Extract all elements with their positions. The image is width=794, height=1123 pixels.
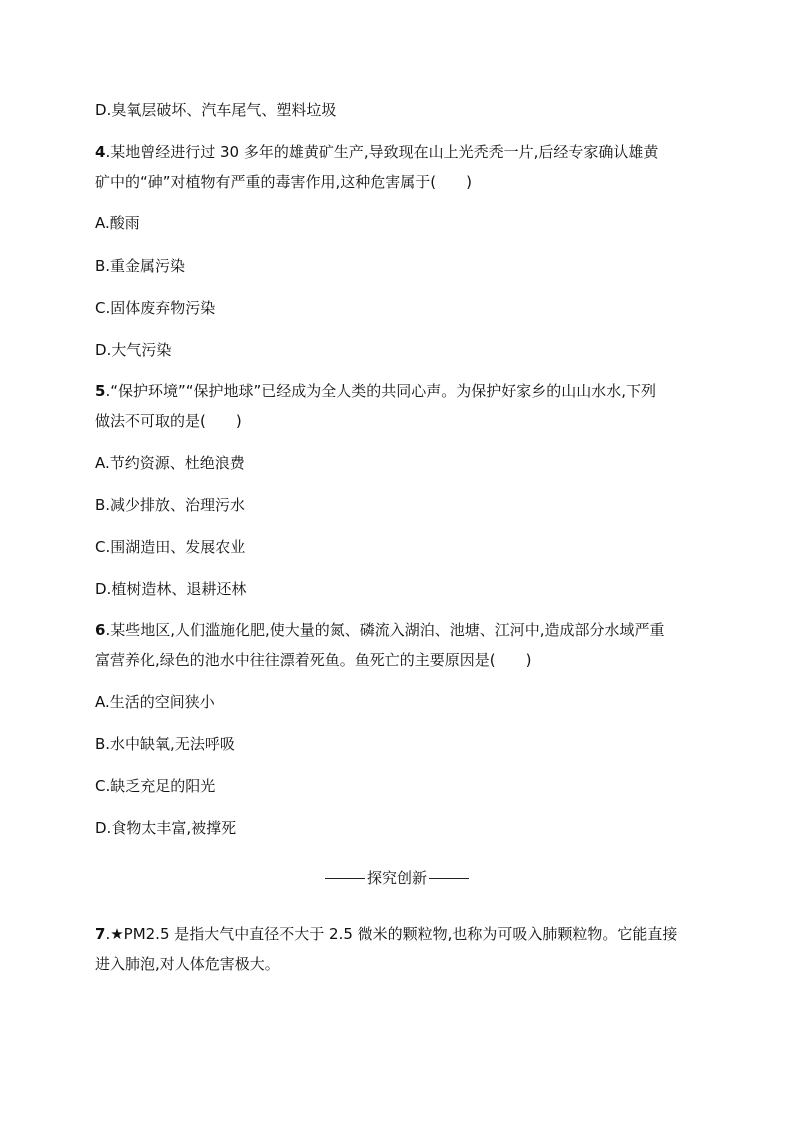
question-4-option-a: A.酸雨 xyxy=(95,214,140,232)
question-4-text-1: .某地曾经进行过 30 多年的雄黄矿生产,导致现在山上光秃秃一片,后经专家确认雄黄 xyxy=(105,143,659,161)
question-7-number: 7 xyxy=(95,925,106,943)
question-6-text-1: .某些地区,人们滥施化肥,使大量的氮、磷流入湖泊、池塘、江河中,造成部分水域严重 xyxy=(105,621,665,639)
question-5-option-a: A.节约资源、杜绝浪费 xyxy=(95,454,245,472)
section-heading xyxy=(0,868,794,888)
question-4-stem-line-1 xyxy=(95,142,658,162)
question-6-number: 6 xyxy=(95,621,106,639)
question-5-stem-line-2: 做法不可取的是( ) xyxy=(95,412,242,430)
section-rule-right xyxy=(429,878,469,879)
question-6-option-c: C.缺乏充足的阳光 xyxy=(95,777,216,795)
section-rule-left xyxy=(325,878,365,879)
question-4-option-b: B.重金属污染 xyxy=(95,257,186,275)
question-4-option-c: C.固体废弃物污染 xyxy=(95,299,216,317)
question-5-number: 5 xyxy=(95,382,106,400)
question-4-option-d: D.大气污染 xyxy=(95,341,172,359)
question-5-option-d: D.植树造林、退耕还林 xyxy=(95,580,247,598)
section-title: 探究创新 xyxy=(366,869,427,887)
question-3-option-d: D.臭氧层破坏、汽车尾气、塑料垃圾 xyxy=(95,101,337,119)
question-6-option-b: B.水中缺氧,无法呼吸 xyxy=(95,735,235,753)
question-7-text-1: .★PM2.5 是指大气中直径不大于 2.5 微米的颗粒物,也称为可吸入肺颗粒物。它能直接 xyxy=(105,925,678,943)
question-7-stem-line-1 xyxy=(95,924,677,944)
question-4-stem-line-2: 矿中的“砷”对植物有严重的毒害作用,这种危害属于( ) xyxy=(95,173,473,191)
question-6-stem-line-2: 富营养化,绿色的池水中往往漂着死鱼。鱼死亡的主要原因是( ) xyxy=(95,651,532,669)
question-5-option-b: B.减少排放、治理污水 xyxy=(95,496,246,514)
question-4-number: 4 xyxy=(95,143,106,161)
question-5-option-c: C.围湖造田、发展农业 xyxy=(95,538,246,556)
question-6-stem-line-1 xyxy=(95,620,665,640)
question-5-stem-line-1 xyxy=(95,381,656,401)
question-5-text-1: .“保护环境”“保护地球”已经成为全人类的共同心声。为保护好家乡的山山水水,下列 xyxy=(105,382,657,400)
question-6-option-d: D.食物太丰富,被撑死 xyxy=(95,819,237,837)
question-6-option-a: A.生活的空间狭小 xyxy=(95,693,215,711)
question-7-stem-line-2: 进入肺泡,对人体危害极大。 xyxy=(95,955,280,973)
